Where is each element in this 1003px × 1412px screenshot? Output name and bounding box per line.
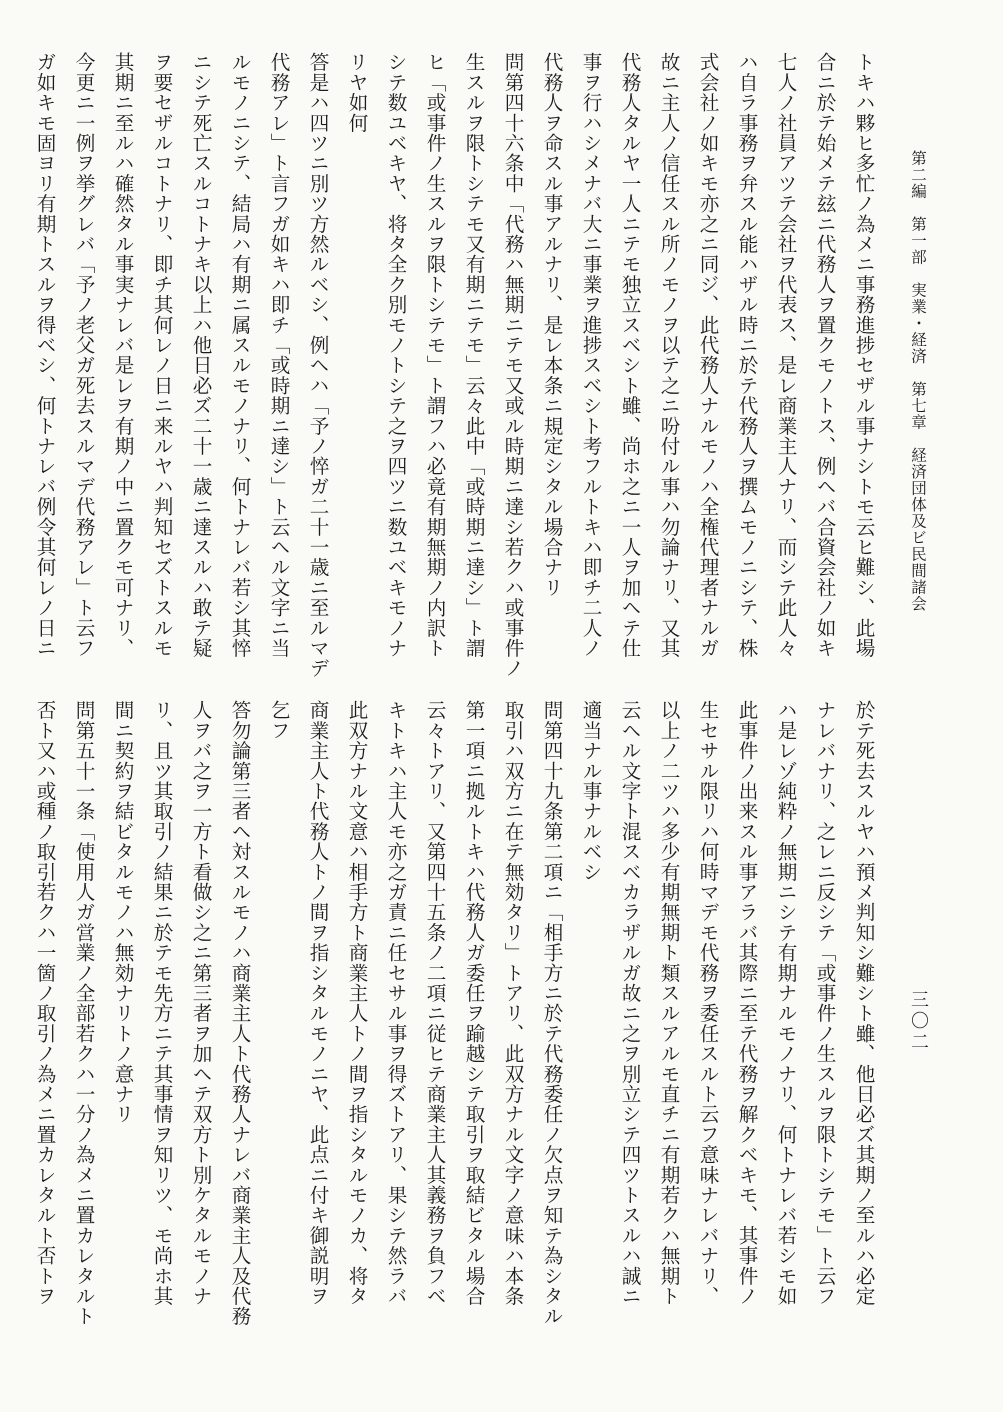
text-column: リ、且ツ其取引ノ結果ニ於テモ先方ニテ其事情ヲ知リツ、モ尚ホ其 [150, 700, 173, 1306]
text-column: 此事件ノ出来スル事アラバ其際ニ至テ代務ヲ解クベキモ、其事件ノ [735, 700, 758, 1306]
text-column: 事ヲ行ハシメナバ大ニ事業ヲ進捗スベシト考フルトキハ即チ二人ノ [579, 52, 602, 658]
text-column: 取引ハ双方ニ在テ無効タリ」トアリ、此双方ナル文字ノ意味ハ本条 [501, 700, 524, 1306]
text-column: 代務アレ」ト言フガ如キハ即チ「或時期ニ達シ」ト云ヘル文字ニ当 [267, 52, 290, 658]
text-column: ナレバナリ、之レニ反シテ「或事件ノ生スルヲ限トシテモ」ト云フ [813, 700, 836, 1306]
text-column: リヤ如何 [345, 52, 368, 133]
text-column: 其期ニ至ルハ確然タル事実ナレバ是レヲ有期ノ中ニ置クモ可ナリ、 [111, 52, 134, 658]
text-column: 商業主人ト代務人トノ間ヲ指シタルモノニヤ、此点ニ付キ御説明ヲ [306, 700, 329, 1306]
text-column: 云ヘル文字ト混スベカラザルガ故ニ之ヲ別立シテ四ツトスルハ誠ニ [618, 700, 641, 1306]
text-column: ハ是レゾ純粋ノ無期ニシテ有期ナルモノナリ、何トナレバ若シモ如 [774, 700, 797, 1306]
text-column: トキハ夥ヒ多忙ノ為メニ事務進捗セザル事ナシトモ云ヒ難シ、此場 [852, 52, 875, 658]
text-column: 故ニ主人ノ信任スル所ノモノヲ以テ之ニ吩付ル事ハ勿論ナリ、又其 [657, 52, 680, 658]
page-number: 三〇二 [908, 990, 929, 1053]
text-column: 今更ニ一例ヲ挙グレバ「予ノ老父ガ死去スルマデ代務アレ」ト云フ [72, 52, 95, 658]
text-column: 代務人タルヤ一人ニテモ独立スベシト雖、尚ホ之ニ一人ヲ加ヘテ仕 [618, 52, 641, 658]
text-column: ルモノニシテ、結局ハ有期ニ属スルモノナリ、何トナレバ若シ其悴 [228, 52, 251, 658]
lower-text-block [25, 700, 883, 1380]
text-column: ニシテ死亡スルコトナキ以上ハ他日必ズ二十一歳ニ達スルハ敢テ疑 [189, 52, 212, 658]
text-column: 七人ノ社員アツテ会社ヲ代表ス、是レ商業主人ナリ、而シテ此人々 [774, 52, 797, 658]
text-column: 云々トアリ、又第四十五条ノ二項ニ従ヒテ商業主人其義務ヲ負フベ [423, 700, 446, 1306]
text-column: 乞フ [267, 700, 290, 741]
text-column: 人ヲバ之ヲ一方ト看做シ之ニ第三者ヲ加ヘテ双方ト別ケタルモノナ [189, 700, 212, 1306]
text-column: 代務人ヲ命スル事アルナリ、是レ本条ニ規定シタル場合ナリ [540, 52, 563, 598]
question-column: 問第四十九条第二項ニ「相手方ニ於テ代務委任ノ欠点ヲ知テ為シタル [540, 700, 563, 1327]
text-column: 否ト又ハ或種ノ取引若クハ一箇ノ取引ノ為メニ置カレタルト否トヲ [33, 700, 56, 1306]
text-column: ヲ要セザルコトナリ、即チ其何レノ日ニ来ルヤハ判知セズトスルモ [150, 52, 173, 658]
text-column: 此双方ナル文意ハ相手方ト商業主人トノ間ヲ指シタルモノカ、将タ [345, 700, 368, 1306]
answer-column: 答是ハ四ツニ別ツ方然ルベシ、例ヘハ「予ノ悴ガ二十一歳ニ至ルマデ [306, 52, 329, 679]
text-column: 以上ノ二ツハ多少有期無期ト類スルアルモ直チニ有期若クハ無期ト [657, 700, 680, 1306]
text-column: 間ニ契約ヲ結ビタルモノハ無効ナリトノ意ナリ [111, 700, 134, 1125]
text-column: 於テ死去スルヤハ預メ判知シ難シト雖、他日必ズ其期ノ至ルハ必定 [852, 700, 875, 1306]
running-header: 第二編 第一部 実業・経済 第七章 経済団体及ビ民間諸会 [909, 150, 927, 612]
text-column: 合ニ於テ始メテ玆ニ代務人ヲ置クモノトス、例ヘバ合資会社ノ如キ [813, 52, 836, 658]
answer-column: 答勿論第三者ヘ対スルモノハ商業主人ト代務人ナレバ商業主人及代務 [228, 700, 251, 1327]
text-column: ヒ「或事件ノ生スルヲ限トシテモ」ト謂フハ必竟有期無期ノ内訳ト [423, 52, 446, 658]
text-column: キトキハ主人モ亦之ガ責ニ任セサル事ヲ得ズトアリ、果シテ然ラバ [384, 700, 407, 1306]
text-column: 適当ナル事ナルベシ [579, 700, 602, 882]
text-column: 生セサル限リハ何時マデモ代務ヲ委任スルト云フ意味ナレバナリ、 [696, 700, 719, 1306]
text-column: ハ自ラ事務ヲ弁スル能ハザル時ニ於テ代務人ヲ撰ムモノニシテ、株 [735, 52, 758, 658]
question-column: 問第四十六条中「代務ハ無期ニテモ又或ル時期ニ達シ若クハ或事件ノ [501, 52, 524, 679]
text-column: 第一項ニ拠ルトキハ代務人ガ委任ヲ踰越シテ取引ヲ取結ビタル場合 [462, 700, 485, 1306]
text-column: 式会社ノ如キモ亦之ニ同ジ、此代務人ナルモノハ全権代理者ナルガ [696, 52, 719, 658]
text-column: シテ数ユベキヤ、将タ全ク別モノトシテ之ヲ四ツニ数ユベキモノナ [384, 52, 407, 658]
text-column: 生スルヲ限トシテモ又有期ニテモ」云々此中「或時期ニ達シ」ト謂 [462, 52, 485, 658]
question-column: 問第五十一条「使用人ガ営業ノ全部若クハ一分ノ為メニ置カレタルト [72, 700, 95, 1327]
upper-text-block [25, 52, 883, 679]
text-column: ガ如キモ固ヨリ有期トスルヲ得ベシ、何トナレバ例令其何レノ日ニ [33, 52, 56, 658]
